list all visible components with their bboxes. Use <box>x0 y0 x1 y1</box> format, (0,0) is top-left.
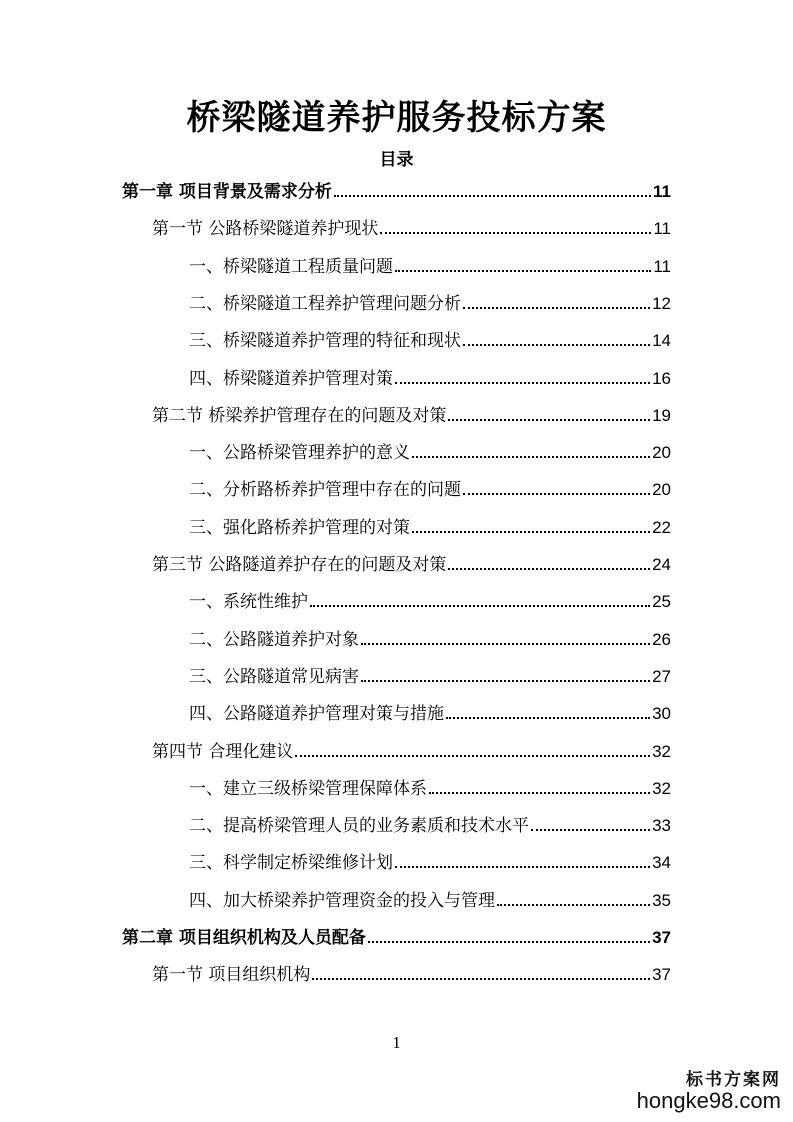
toc-leader-dots <box>448 419 650 421</box>
watermark-cn: 标书方案网 <box>686 1070 781 1090</box>
toc-leader-dots <box>497 904 650 906</box>
toc-entry[interactable] <box>152 738 671 762</box>
toc-entry[interactable] <box>189 887 671 911</box>
toc-entry[interactable] <box>189 476 671 500</box>
toc-entry-page: 11 <box>653 182 671 201</box>
toc-entry-label: 二、桥梁隧道工程养护管理问题分析 <box>189 293 461 314</box>
toc-entry-label: 三、公路隧道常见病害 <box>189 666 359 687</box>
toc-entry-page: 24 <box>652 555 671 574</box>
toc-entry-label: 一、公路桥梁管理养护的意义 <box>189 443 410 464</box>
toc-leader-dots <box>429 792 650 794</box>
watermark-en: hongke98.com <box>636 1088 781 1113</box>
toc-entry[interactable] <box>189 290 671 314</box>
toc-entry-label: 四、加大桥梁养护管理资金的投入与管理 <box>189 890 495 911</box>
toc-entry[interactable] <box>152 961 671 985</box>
toc-leader-dots <box>463 344 650 346</box>
toc-entry[interactable] <box>189 626 671 650</box>
toc-entry-label: 第一章 项目背景及需求分析 <box>122 182 332 202</box>
toc-entry-label: 第二节 桥梁养护管理存在的问题及对策 <box>152 405 447 426</box>
toc-entry-label: 第一节 公路桥梁隧道养护现状 <box>152 219 379 240</box>
toc-entry-label: 四、桥梁隧道养护管理对策 <box>189 368 393 389</box>
toc-entry[interactable] <box>189 588 671 612</box>
toc-entry-label: 二、提高桥梁管理人员的业务素质和技术水平 <box>189 816 529 837</box>
toc-entry[interactable] <box>189 253 671 277</box>
toc-leader-dots <box>412 531 650 533</box>
toc-entry-page: 16 <box>652 368 671 388</box>
toc-leader-dots <box>448 568 650 570</box>
toc-leader-dots <box>310 605 650 607</box>
toc-entry-page: 26 <box>652 629 671 649</box>
toc-entry-page: 35 <box>652 890 671 910</box>
toc-leader-dots <box>463 493 650 495</box>
toc-entry[interactable] <box>152 551 671 575</box>
toc-entry-page: 20 <box>652 480 671 500</box>
toc-entry-label: 第一节 项目组织机构 <box>152 965 311 986</box>
toc-leader-dots <box>412 456 650 458</box>
toc-entry-label: 一、建立三级桥梁管理保障体系 <box>189 778 427 799</box>
toc-entry-page: 14 <box>652 331 671 351</box>
toc-leader-dots <box>531 829 650 831</box>
toc-entry-label: 一、桥梁隧道工程质量问题 <box>189 256 393 277</box>
toc-entry-page: 34 <box>652 853 671 873</box>
watermark-logo <box>637 1065 781 1114</box>
toc-entry-page: 19 <box>652 405 671 425</box>
toc-entry[interactable] <box>152 402 671 426</box>
toc-entry-page: 22 <box>652 517 671 537</box>
toc-leader-dots <box>380 232 651 234</box>
toc-leader-dots <box>295 755 650 757</box>
toc-entry-label: 二、分析路桥养护管理中存在的问题 <box>189 480 461 501</box>
toc-leader-dots <box>334 195 651 197</box>
toc-entry-label: 一、系统性维护 <box>189 592 308 613</box>
toc-entry[interactable] <box>122 178 671 202</box>
toc-entry[interactable] <box>189 700 671 724</box>
toc-leader-dots <box>361 643 650 645</box>
toc-entry[interactable] <box>189 327 671 351</box>
toc-entry-label: 三、桥梁隧道养护管理的特征和现状 <box>189 331 461 352</box>
toc-entry-label: 第四节 合理化建议 <box>152 741 294 762</box>
toc-entry[interactable] <box>189 365 671 389</box>
toc-entry-page: 32 <box>652 778 671 798</box>
toc-entry-label: 四、公路隧道养护管理对策与措施 <box>189 704 444 725</box>
toc-entry[interactable] <box>189 849 671 873</box>
toc-entry[interactable] <box>189 812 671 836</box>
toc-entry-page: 37 <box>652 965 671 985</box>
toc-leader-dots <box>395 866 650 868</box>
toc-entry-label: 三、强化路桥养护管理的对策 <box>189 517 410 538</box>
toc-entry-page: 25 <box>652 592 671 612</box>
toc-entry-page: 33 <box>652 816 671 836</box>
toc-leader-dots <box>312 978 650 980</box>
toc-heading: 目录 <box>379 150 414 170</box>
toc-entry-page: 30 <box>652 704 671 724</box>
page-number: 1 <box>392 1033 401 1052</box>
toc-entry-page: 27 <box>652 666 671 686</box>
toc-entry[interactable] <box>189 439 671 463</box>
toc-entry-page: 20 <box>652 443 671 463</box>
toc-entry[interactable] <box>189 514 671 538</box>
toc-entry-page: 12 <box>652 293 671 313</box>
toc-entry[interactable] <box>189 663 671 687</box>
toc-entry-page: 37 <box>652 928 671 947</box>
toc-entry[interactable] <box>152 215 671 239</box>
toc-entry-label: 三、科学制定桥梁维修计划 <box>189 853 393 874</box>
toc-entry[interactable] <box>189 775 671 799</box>
toc-entry[interactable] <box>122 924 671 948</box>
toc-leader-dots <box>463 307 650 309</box>
toc-leader-dots <box>395 382 650 384</box>
toc-leader-dots <box>395 270 651 272</box>
toc-entry-page: 11 <box>653 219 671 239</box>
toc-leader-dots <box>368 941 650 943</box>
toc-leader-dots <box>361 680 650 682</box>
toc-entry-page: 11 <box>653 256 671 276</box>
document-title: 桥梁隧道养护服务投标方案 <box>186 98 607 138</box>
toc-leader-dots <box>446 717 650 719</box>
toc-entry-page: 32 <box>652 741 671 761</box>
toc-entry-label: 第二章 项目组织机构及人员配备 <box>122 928 366 948</box>
toc-entry-label: 二、公路隧道养护对象 <box>189 629 359 650</box>
toc-entry-label: 第三节 公路隧道养护存在的问题及对策 <box>152 555 447 575</box>
